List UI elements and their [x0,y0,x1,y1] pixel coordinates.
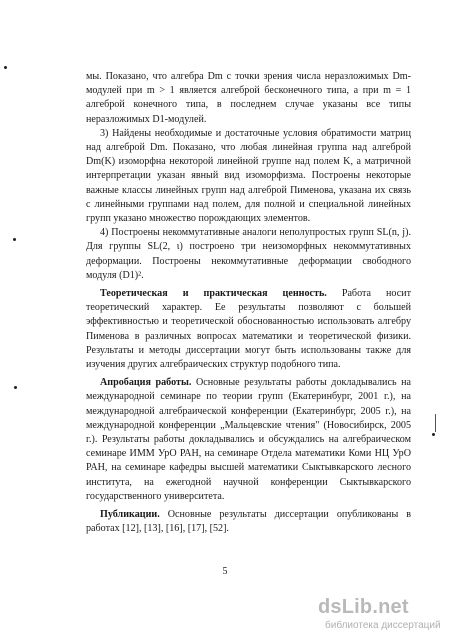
paragraph-1 [86,70,411,127]
margin-dot-1 [4,66,7,69]
margin-dot-4 [432,433,435,436]
paragraph-5-heading: Апробация работы. [100,377,192,389]
margin-dot-2 [13,238,16,241]
paragraph-4-text: Работа носит теоретический характер. Ее результаты позволяют с большей эффективностью и теоретической обоснованностью использовать алгебру Пименова в различных вопросах математики и теоретической физики. Результаты и методы диссертации могут быть использованы также для изучения других алгебраических структур подобного типа. [86,288,411,371]
paragraph-3 [86,226,411,283]
watermark-logo[interactable]: dsLib.net [318,596,409,618]
margin-dot-3 [14,386,17,389]
paragraph-2 [86,127,411,226]
body-text [86,70,411,537]
paragraph-6-text: Основные результаты диссертации опубликованы в работах [12], [13], [16], [17], [52]. [86,509,411,535]
paragraph-4-heading: Теоретическая и практическая ценность. [100,288,327,300]
margin-mark [435,414,436,432]
page-number: 5 [222,566,228,577]
watermark[interactable] [318,596,448,636]
paragraph-1-text: мы. Показано, что алгебра Dm с точки зрения числа неразложимых Dm-модулей при m > 1 является алгеброй бесконечного типа, а при m = 1 алгеброй конечного типа, в последнем случае указаны все типы неразложимых D1-модулей. [86,71,411,125]
watermark-subtitle: библиотека диссертаций [325,620,441,631]
paragraph-2-text: 3) Найдены необходимые и достаточные условия обратимости матриц над алгеброй Dm. Показано, что любая линейная группа над алгеброй Dm(K) изоморфна некоторой линейной группе над полем K, а матричной интерпретации указан явный вид изоморфизма. Построены некоторые важные классы линейных групп над алгеброй Пименова, указана их связь с линейными группами над полем, для полной и специальной линейных групп указано множество порождающих элементов. [86,127,411,225]
paragraph-6-heading: Публикации. [100,509,160,521]
paragraph-5-text: Основные результаты работы докладывались на международной семинаре по теории групп (Екатеринбург, 2001 г.), на международной алгебраической конференции (Екатеринбург, 2005 г.), на международной конференции „Мальцевские чтения" (Новосибирск, 2005 г.). Результаты работы докладывались и обсуждались на алгебраическом семинаре ИММ УрО РАН, на семинаре Отдела математики Коми НЦ УрО РАН, на семинаре кафедры высшей математики Сыктывкарского лесного института, на ежегодной научной конференции Сыктывкарского государственного университета. [86,377,411,502]
paragraph-6 [86,508,411,536]
paragraph-5 [86,376,411,504]
paragraph-4 [86,287,411,372]
paragraph-3-text: 4) Построены некоммутативные аналоги неполупростых групп SL(n, j). Для группы SL(2, ι) построено три неизоморфных некоммутативных деформации. Построены некоммутативные деформации свободного модуля (D1)². [86,227,411,281]
